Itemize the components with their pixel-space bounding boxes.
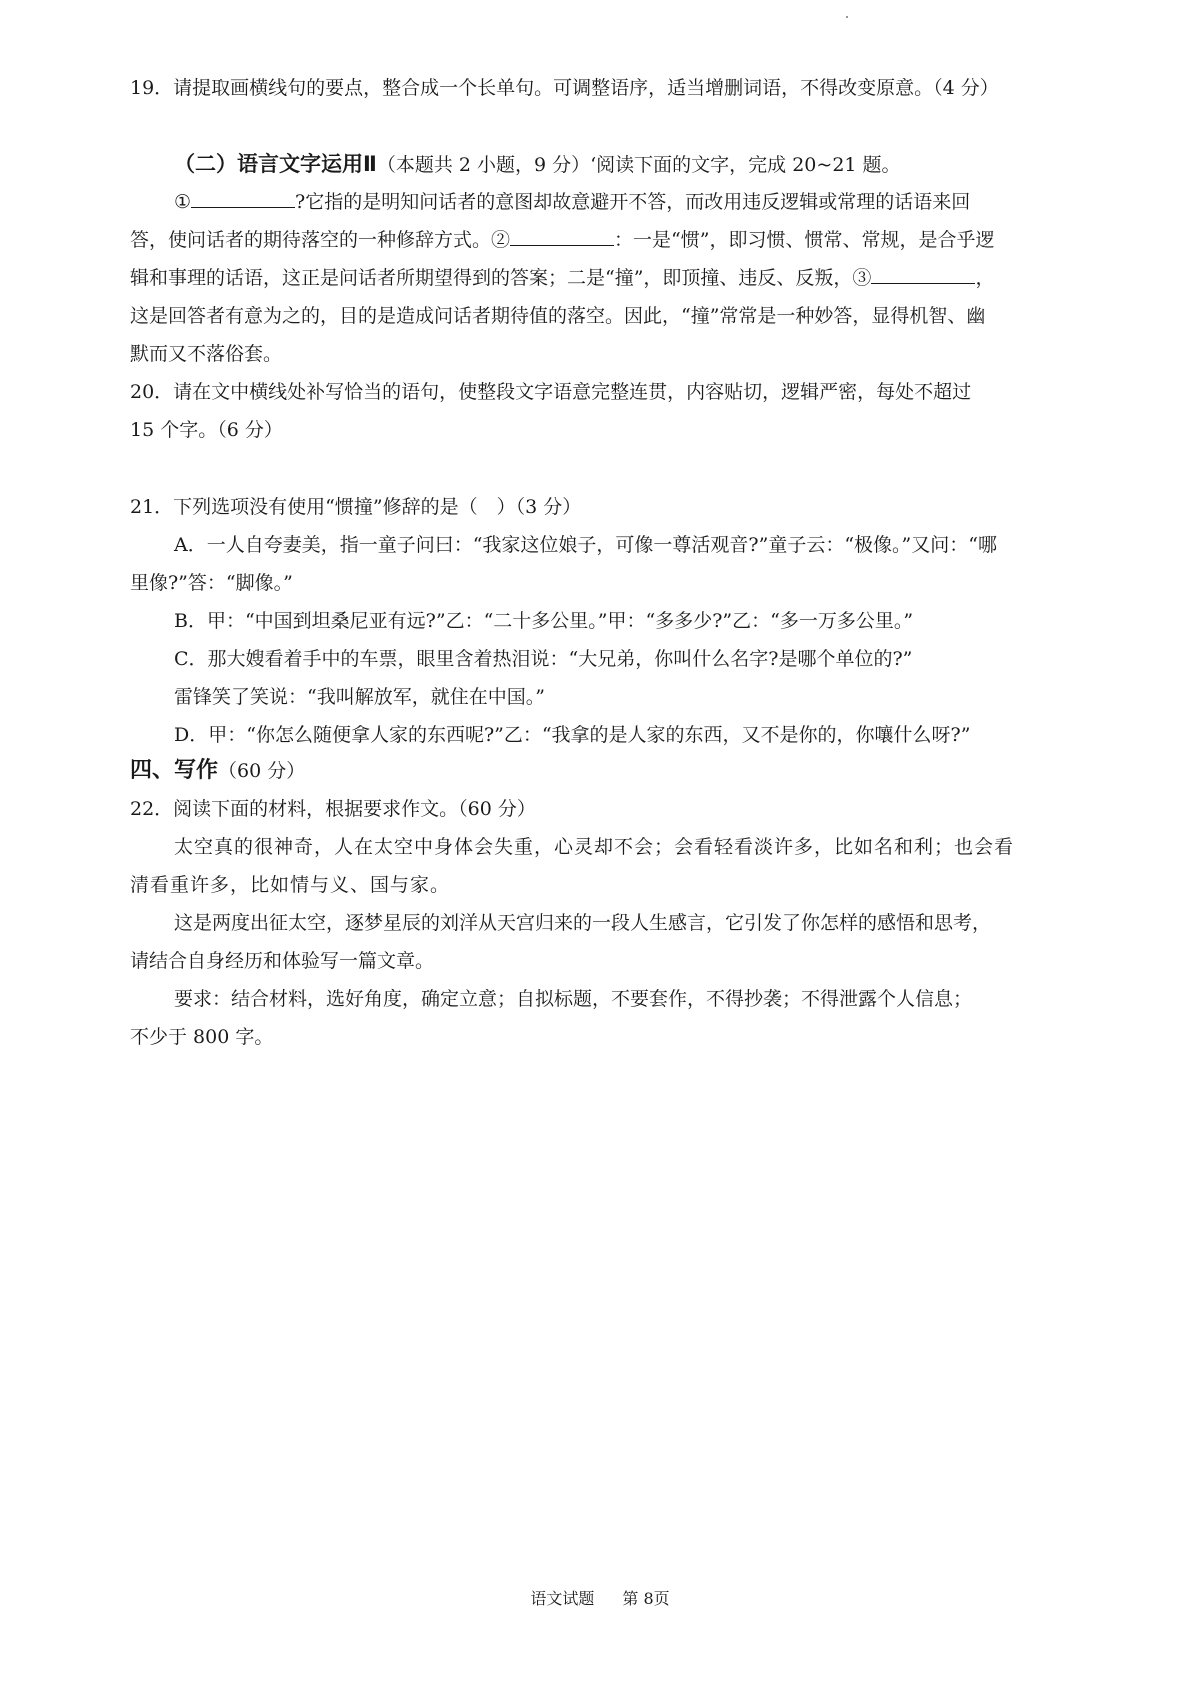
passage-text: ：一是“惯”，即习惯、惯常、常规，是合乎逻 xyxy=(614,229,995,251)
material-line-2: 清看重许多，比如情与义、国与家。 xyxy=(130,874,451,896)
blank-mark-1: ① xyxy=(174,191,192,213)
passage-line-3 xyxy=(130,265,1070,291)
prompt-line-1: 这是两度出征太空，逐梦星辰的刘洋从天宫归来的一段人生感言，它引发了你怎样的感悟和思考， xyxy=(174,912,992,934)
footer-page-number: 第 8页 xyxy=(622,1589,670,1608)
blank-1 xyxy=(191,189,295,208)
blank-2 xyxy=(510,227,614,246)
option-b: B．甲：“中国到坦桑尼亚有远?”乙：“二十多公里。”甲：“多多少?”乙：“多一万多公里。” xyxy=(174,610,914,632)
page-footer xyxy=(0,1588,1200,1610)
passage-line-4: 这是回答者有意为之的，目的是造成问话者期待值的落空。因此，“撞”常常是一种妙答，显得机智、幽 xyxy=(130,305,986,327)
material-line-1: 太空真的很神奇，人在太空中身体会失重，心灵却不会；会看轻看淡许多，比如名和利；也会看 xyxy=(174,836,1015,858)
question-21-stem: 21．下列选项没有使用“惯撞”修辞的是（ ）（3 分） xyxy=(130,496,582,518)
part-4-score: （60 分） xyxy=(218,760,306,782)
passage-text: ?它指的是明知问话者的意图却故意避开不答，而改用违反逻辑或常理的话语来回 xyxy=(295,191,971,213)
option-a-line-1: A．一人自夸妻美，指一童子问曰：“我家这位娘子，可像一尊活观音?”童子云：“极像。”又问：“哪 xyxy=(174,534,997,556)
part-2-heading: （二）语言文字运用Ⅱ xyxy=(174,152,377,176)
option-c-line-1: C．那大嫂看着手中的车票，眼里含着热泪说：“大兄弟，你叫什么名字?是哪个单位的?” xyxy=(174,648,913,670)
question-19: 19．请提取画横线句的要点，整合成一个长单句。可调整语序，适当增删词语，不得改变原意。（4 分） xyxy=(130,77,999,99)
passage-text: 辑和事理的话语，这正是问话者所期望得到的答案；二是“撞”，即顶撞、违反、反叛，③ xyxy=(130,267,872,289)
option-c-line-2: 雷锋笑了笑说：“我叫解放军，就住在中国。” xyxy=(174,686,545,708)
requirements-line-2: 不少于 800 字。 xyxy=(130,1026,274,1048)
passage-line-2 xyxy=(130,227,1070,253)
scan-speck xyxy=(846,16,848,18)
part-2-note: （本题共 2 小题，9 分）‘阅读下面的文字，完成 20~21 题。 xyxy=(376,154,901,176)
passage-line-5: 默而又不落俗套。 xyxy=(130,343,283,365)
prompt-line-2: 请结合自身经历和体验写一篇文章。 xyxy=(130,950,435,972)
option-d: D．甲：“你怎么随便拿人家的东西呢?”乙：“我拿的是人家的东西，又不是你的，你嚷什么呀?” xyxy=(174,724,971,746)
part-4-header xyxy=(130,758,1070,784)
footer-subject: 语文试题 xyxy=(530,1589,595,1608)
passage-line-1 xyxy=(174,189,1070,215)
blank-3 xyxy=(871,265,975,284)
passage-text: 答，使问话者的期待落空的一种修辞方式。② xyxy=(130,229,511,251)
option-a-line-2: 里像?”答：“脚像。” xyxy=(130,572,293,594)
passage-text: ， xyxy=(975,267,995,289)
question-22-stem: 22．阅读下面的材料，根据要求作文。（60 分） xyxy=(130,798,536,820)
part-4-title: 四、写作 xyxy=(130,758,219,783)
question-20-line-1: 20．请在文中横线处补写恰当的语句，使整段文字语意完整连贯，内容贴切，逻辑严密，每处不超过 xyxy=(130,381,972,403)
question-20-line-2: 15 个字。（6 分） xyxy=(130,419,283,441)
requirements-line-1: 要求：结合材料，选好角度，确定立意；自拟标题，不要套作，不得抄袭；不得泄露个人信息； xyxy=(174,988,973,1010)
part-2-header xyxy=(174,151,1070,178)
